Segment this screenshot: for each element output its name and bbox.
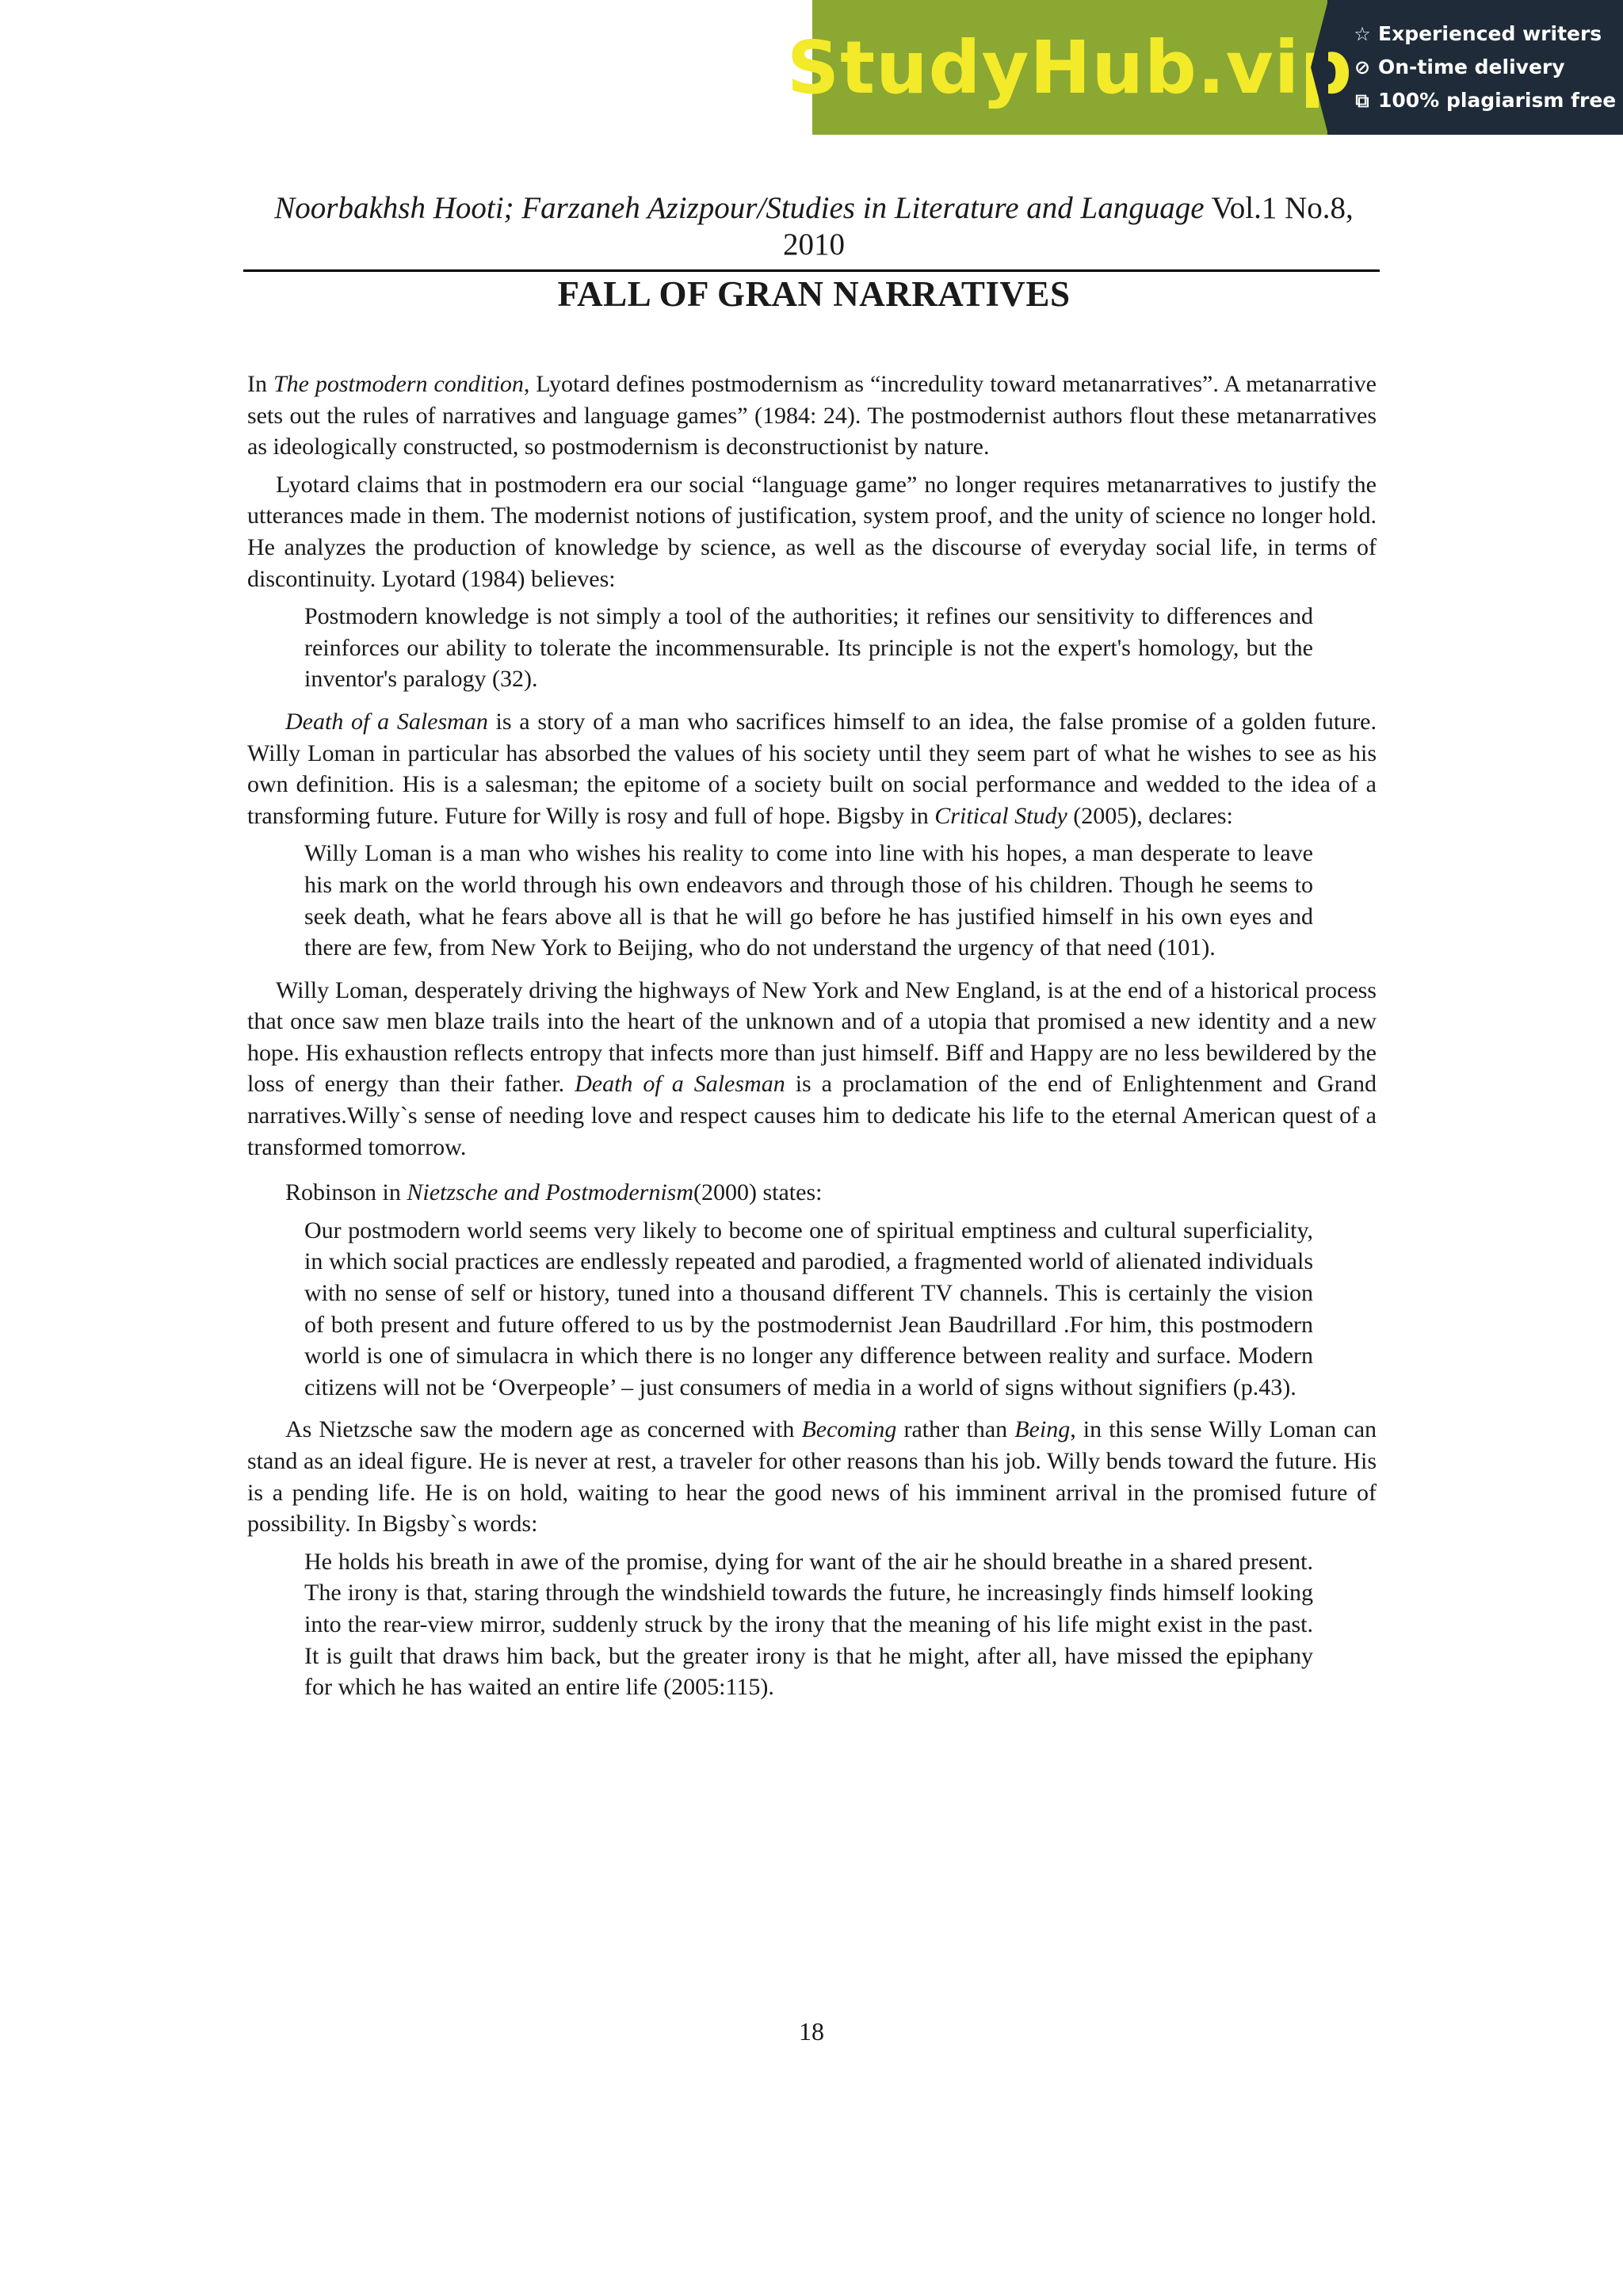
work-title: Death of a Salesman xyxy=(285,708,488,735)
work-title: Death of a Salesman xyxy=(575,1071,785,1098)
article-title: FALL OF GRAN NARRATIVES xyxy=(557,274,1071,314)
banner-features xyxy=(1327,0,1623,135)
work-title: Nietzsche and Postmodernism xyxy=(407,1179,693,1206)
work-title: Critical Study xyxy=(934,802,1067,829)
paragraph-4: Willy Loman, desperately driving the highways of New York and New England, is at the end of a historical process that once saw men blaze trails into the heart of the unknown and of a utopia that promised a new identity and a new hope. His exhaustion reflects entropy that infects more than just himself. Biff and Happy are no less bewildered by the loss of energy than their father. Death of a Salesman is a proclamation of the end of Enlightenment and Grand narratives.Willy`s sense of needing love and respect causes him to dedicate his life to the eternal American quest of a transformed tomorrow. xyxy=(247,976,1377,1160)
feature-on-time-delivery xyxy=(1351,51,1623,84)
feature-label: Experienced writers xyxy=(1378,22,1602,45)
journal-year: 2010 xyxy=(783,227,845,262)
paragraph-1: In The postmodern condition, Lyotard defines postmodernism as “incredulity toward metanarratives”. A metanarrative sets out the rules of narratives and language games” (1984: 24). The postmodernist authors flout these metanarratives as ideologically constructed, so postmodernism is deconstructionist by nature. xyxy=(247,371,1377,460)
article-body xyxy=(247,369,1377,1703)
feature-label: On-time delivery xyxy=(1378,55,1565,78)
journal-volume: Vol.1 No.8, xyxy=(1211,191,1354,225)
paragraph-5: Robinson in Nietzsche and Postmodernism(2000) states: xyxy=(285,1179,823,1206)
block-quote-4: He holds his breath in awe of the promise, dying for want of the air he should breathe in a shared present. The irony is that, staring through the windshield towards the future, he increasingly finds himself looking into the rear-view mirror, suddenly struck by the irony that the meaning of his life might exist in the past. It is guilt that draws him back, but the greater irony is that he might, after all, have missed the epiphany for which he has waited an entire life (2005:115). xyxy=(304,1548,1313,1701)
feature-plagiarism-free xyxy=(1351,84,1623,117)
studyhub-logo[interactable] xyxy=(786,0,1354,135)
paragraph-3: Death of a Salesman is a story of a man who sacrifices himself to an idea, the false promise of a golden future. Willy Loman in particular has absorbed the values of his society until they seem part of what he wishes to see as his own definition. His is a salesman; the epitome of a society built on social performance and wedded to the idea of a transforming future. Future for Willy is rosy and full of hope. Bigsby in Critical Study (2005), declares: xyxy=(247,708,1377,829)
feature-experienced-writers xyxy=(1351,17,1623,51)
block-quote-1: Postmodern knowledge is not simply a tool of the authorities; it refines our sensitivity to differences and reinforces our ability to tolerate the incommensurable. Its principle is not the expert's homology, but the inventor's paralogy (32). xyxy=(304,603,1313,693)
feature-label: 100% plagiarism free xyxy=(1378,89,1617,112)
paragraph-6: As Nietzsche saw the modern age as concerned with Becoming rather than Being, in this sense Willy Loman can stand as an ideal figure. He is never at rest, a traveler for other reasons than his job. Willy bends toward the future. His is a pending life. He is on hold, waiting to hear the good news of his imminent arrival in the promised future of possibility. In Bigsby`s words: xyxy=(247,1416,1377,1538)
banner-notch xyxy=(1311,0,1328,135)
header-rule xyxy=(243,269,1380,272)
paragraph-2: Lyotard claims that in postmodern era our social “language game” no longer requires metanarratives to justify the utterances made in them. The modernist notions of justification, system proof, and the unity of science no longer hold. He analyzes the production of knowledge by science, as well as the discourse of everyday social life, in terms of discontinuity. Lyotard (1984) believes: xyxy=(247,471,1377,592)
star-icon: ☆ xyxy=(1354,23,1371,45)
work-title: The postmodern condition xyxy=(273,371,524,397)
copy-icon: ⧉ xyxy=(1355,90,1369,112)
block-quote-3: Our postmodern world seems very likely to become one of spiritual emptiness and cultural superficiality, in which social practices are endlessly repeated and parodied, a fragmented world of alienated individuals with no sense of self or history, tuned into a thousand different TV channels. This is certainly the vision of both present and future offered to us by the postmodernist Jean Baudrillard .For him, this postmodern world is one of simulacra in which there is no longer any difference between reality and surface. Modern citizens will not be ‘Overpeople’ – just consumers of media in a world of signs without signifiers (p.43). xyxy=(304,1217,1313,1400)
journal-citation: Noorbakhsh Hooti; Farzaneh Azizpour/Studies in Literature and Language xyxy=(274,191,1205,225)
logo-text: StudyHub.vip xyxy=(786,25,1354,110)
emphasis-term: Becoming xyxy=(801,1416,897,1443)
block-quote-2: Willy Loman is a man who wishes his reality to come into line with his hopes, a man desperate to leave his mark on the world through his own endeavors and through those of his children. Though he seems to seek death, what he fears above all is that he will go before he has justified himself in his own eyes and there are few, from New York to Beijing, who do not understand the urgency of that need (101). xyxy=(304,840,1313,961)
emphasis-term: Being xyxy=(1014,1416,1071,1443)
studyhub-banner[interactable] xyxy=(786,0,1623,135)
running-head xyxy=(247,190,1381,263)
page-number: 18 xyxy=(799,2017,824,2046)
clock-icon: ⊘ xyxy=(1354,56,1371,78)
